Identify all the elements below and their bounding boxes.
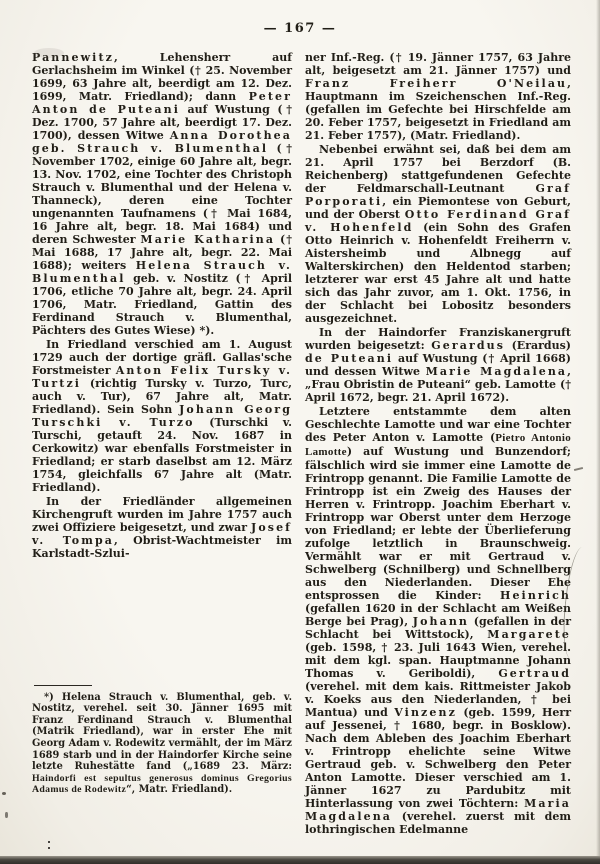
scan-bottom-edge bbox=[0, 856, 600, 864]
text-run: (geb. 1598, † 23. Juli 1643 Wien, verehel. mit dem kgl. span. Hauptmanne Johann Thomas v. Geriboldi), bbox=[305, 641, 571, 680]
text-run: (ein Sohn des Grafen Otto Heinrich v. Hohenfeldt Freiherrn v. Aistersheimb und Albnegg auf Walterskirchen) den Heldentod starben; letzterer war erst 45 Jahre alt und hatte sich das Jahr zuvor, am 1. Okt. 1756, in der Schlacht bei Lobositz besonders ausgezeichnet. bbox=[305, 221, 572, 325]
letterspaced-name: Franz Freiherr O'Neilau bbox=[305, 77, 568, 90]
letterspaced-name: Gertraud bbox=[498, 667, 571, 680]
right-column bbox=[305, 51, 571, 837]
paragraph bbox=[32, 495, 292, 560]
letterspaced-name: Johann Georg Turschki v. Turzo bbox=[32, 403, 292, 429]
paragraph bbox=[305, 326, 571, 404]
text-run: auf Wustung († April 1668) und dessen Witwe bbox=[305, 352, 572, 378]
text-run: (geb. 1599, Herr auf Jessenei, † 1680, begr. in Bosklow). Nach dem Ableben des Joachim Eberhart v. Frintropp ehelichte seine Witwe Gertraud geb. v. Schwelberg den Peter Anton Lamotte. Dieser verschied am 1. Jänner 1627 zu Pardubitz mit Hinterlassung von zwei Töchtern: bbox=[305, 706, 571, 810]
letterspaced-name: Otto Ferdinand Graf v. Hohenfeld bbox=[305, 208, 571, 234]
text-run: († Mai 1688, 17 Jahre alt, begr. 22. Mai 1688); weiters bbox=[32, 233, 292, 272]
letterspaced-name: de Puteani bbox=[305, 352, 394, 365]
scan-speck bbox=[48, 841, 50, 843]
text-run: , Lehensherr auf Gerlachsheim im Winkel († 25. November 1699, 63 Jahre alt, beerdigt am 12. Dez. 1699, Matr. Friedland); dann bbox=[32, 51, 292, 103]
letterspaced-name: Peter Anton de Puteani bbox=[32, 90, 292, 116]
text-run: Nebenbei erwähnt sei, daß bei dem am 21. April 1757 bei Berzdorf (B. Reichenberg) stattgefundenen Gefechte der Feldmarschall-Leutnant bbox=[305, 143, 571, 195]
letterspaced-name: Vinzenz bbox=[394, 706, 457, 719]
latin-antiqua-text: Haindorfi est sepultus generosus dominus Gregorius Adamus de Rodewitz bbox=[32, 772, 292, 796]
text-run: (Turschki v. Turschi, getauft 24. Nov. 1687 in Cerkowitz) war ebenfalls Forstmeister in Friedland; er starb daselbst am 12. März 1754, gleichfalls 67 Jahre alt (Matr. Friedland). bbox=[32, 416, 293, 494]
text-run: *) Helena Strauch v. Blumenthal, geb. v. Nostitz, verehel. seit 30. Jänner 1695 mit Franz Ferdinand Strauch v. Blumenthal (Matrik Friedland), war in erster Ehe mit Georg Adam v. Rodewitz vermählt, der im März 1689 starb und in der Haindorfer Kirche seine letzte Ruhestätte fand („1689 23. März: bbox=[32, 691, 292, 773]
letterspaced-name: Helena Strauch v. Blumenthal bbox=[32, 259, 292, 285]
letterspaced-name: Marie Katharina bbox=[140, 233, 276, 246]
letterspaced-name: Pannewitz bbox=[32, 51, 114, 64]
letterspaced-name: Johann bbox=[412, 615, 470, 628]
letterspaced-name: Maria Magdalena bbox=[305, 797, 571, 823]
letterspaced-name: Anton Felix Tursky v. Turtzi bbox=[32, 364, 293, 390]
text-run: auf Wustung († Dez. 1700, 57 Jahre alt, beerdigt 17. Dez. 1700), dessen Witwe bbox=[32, 103, 292, 142]
text-run: († November 1702, einige 60 Jahre alt, begr. 13. Nov. 1702, eine Tochter des Christoph Strauch v. Blumenthal und der Helena v. Thanneck), deren eine Tochter ungenannten Taufnamens († Mai 1684, 16 Jahre alt, begr. 18. Mai 1684) und deren Schwester bbox=[32, 142, 292, 246]
text-run: , „Frau Obristin de Puteani“ geb. Lamotte († April 1672, begr. 21. April 1672). bbox=[305, 365, 571, 404]
paragraph bbox=[32, 51, 292, 337]
letterspaced-name: Graf Porporati bbox=[305, 182, 571, 208]
paragraph bbox=[32, 338, 292, 494]
text-run: (Erardus) bbox=[505, 339, 571, 352]
paragraph bbox=[32, 692, 292, 796]
paragraph bbox=[305, 51, 571, 142]
left-column-body bbox=[32, 51, 292, 561]
page-header bbox=[0, 0, 600, 36]
text-run: (verehel. mit dem kais. Rittmeister Jakob v. Koeks aus den Niederlanden, † bei Mantua) und bbox=[305, 680, 571, 719]
text-run: , ein Piemontese von Geburt, und der Oberst bbox=[305, 195, 571, 221]
page-number: — 167 — bbox=[263, 21, 337, 36]
text-run: ner Inf.-Reg. († 19. Jänner 1757, 63 Jahre alt, beigesetzt am 21. Jänner 1757) und bbox=[305, 51, 571, 77]
text-run: geb. v. Nostitz († April 1706, etliche 70 Jahre alt, begr. 24. April 1706, Matr. Friedland, Gattin des Ferdinand Strauch v. Blumenthal, Pächters des Gutes Wiese) *). bbox=[32, 272, 292, 337]
text-run: ) auf Wustung und Bunzendorf; fälschlich wird sie immer eine Lamotte de Frintropp genannt. Die Familie Lamotte de Frintropp ist ein Zweig des Hauses der Herren v. Frintropp. Joachim Eberhart v. Frintropp war Oberst unter dem Herzoge von Friedland; er lebte der Überlieferung zufolge letztlich in Braunschweig. Vermählt war er mit Gertraud v. Schwelberg (Schnilberg) und Schnellberg aus den Niederlanden. Dieser Ehe entsprossen die Kinder: bbox=[305, 445, 571, 602]
paragraph bbox=[305, 143, 571, 325]
text-run: In der Friedländer allgemeinen Kirchengruft wurden im Jahre 1757 auch zwei Offiziere beigesetzt, und zwar bbox=[32, 495, 292, 534]
paragraph bbox=[305, 405, 571, 836]
footnote-text bbox=[32, 692, 292, 796]
text-run: Letztere entstammte dem alten Geschlechte Lamotte und war eine Tochter des Peter Anton v. Lamotte ( bbox=[305, 405, 571, 444]
two-column-text bbox=[0, 36, 600, 837]
text-run: (richtig Tursky v. Turzo, Turc, auch v. Tur), 67 Jahre alt, Matr. Friedland). Sein Sohn bbox=[32, 377, 292, 416]
text-run: (gefallen in der Schlacht bei Wittstock), bbox=[305, 615, 571, 641]
letterspaced-name: Heinrich bbox=[499, 589, 571, 602]
letterspaced-name: Anna Dorothea geb. Strauch v. Blumenthal bbox=[32, 129, 292, 155]
left-column bbox=[32, 51, 292, 837]
letterspaced-name: Gerardus bbox=[431, 339, 506, 352]
footnote-separator-rule bbox=[34, 685, 92, 686]
letterspaced-name: Margarete bbox=[487, 628, 571, 641]
footnote-block bbox=[32, 677, 292, 837]
latin-antiqua-text: Pietro Antonio Lamotte bbox=[305, 432, 571, 458]
letterspaced-name: Marie Magdalena bbox=[425, 365, 568, 378]
text-run: (gefallen 1620 in der Schlacht am Weißen Berge bei Prag), bbox=[305, 602, 571, 628]
text-run: “, Matr. Friedland). bbox=[126, 784, 233, 796]
text-run: In der Haindorfer Franziskanergruft wurden beigesetzt: bbox=[305, 326, 571, 352]
right-column-body bbox=[305, 51, 571, 836]
text-run: , Hauptmann im Szeichenschen Inf.-Reg. (gefallen im Gefechte bei Hirschfelde am 20. Feber 1757, beigesetzt in Friedland am 21. Feber 1757), (Matr. Friedland). bbox=[305, 77, 571, 142]
text-run: , Obrist-Wachtmeister im Karlstadt-Szlui- bbox=[32, 534, 292, 560]
text-run: In Friedland verschied am 1. August 1729 auch der dortige gräfl. Gallas'sche Forstmeister bbox=[32, 338, 292, 377]
text-run: (verehel. zuerst mit dem lothringischen Edelmanne bbox=[305, 810, 571, 836]
letterspaced-name: Josef v. Tompa bbox=[32, 521, 292, 547]
